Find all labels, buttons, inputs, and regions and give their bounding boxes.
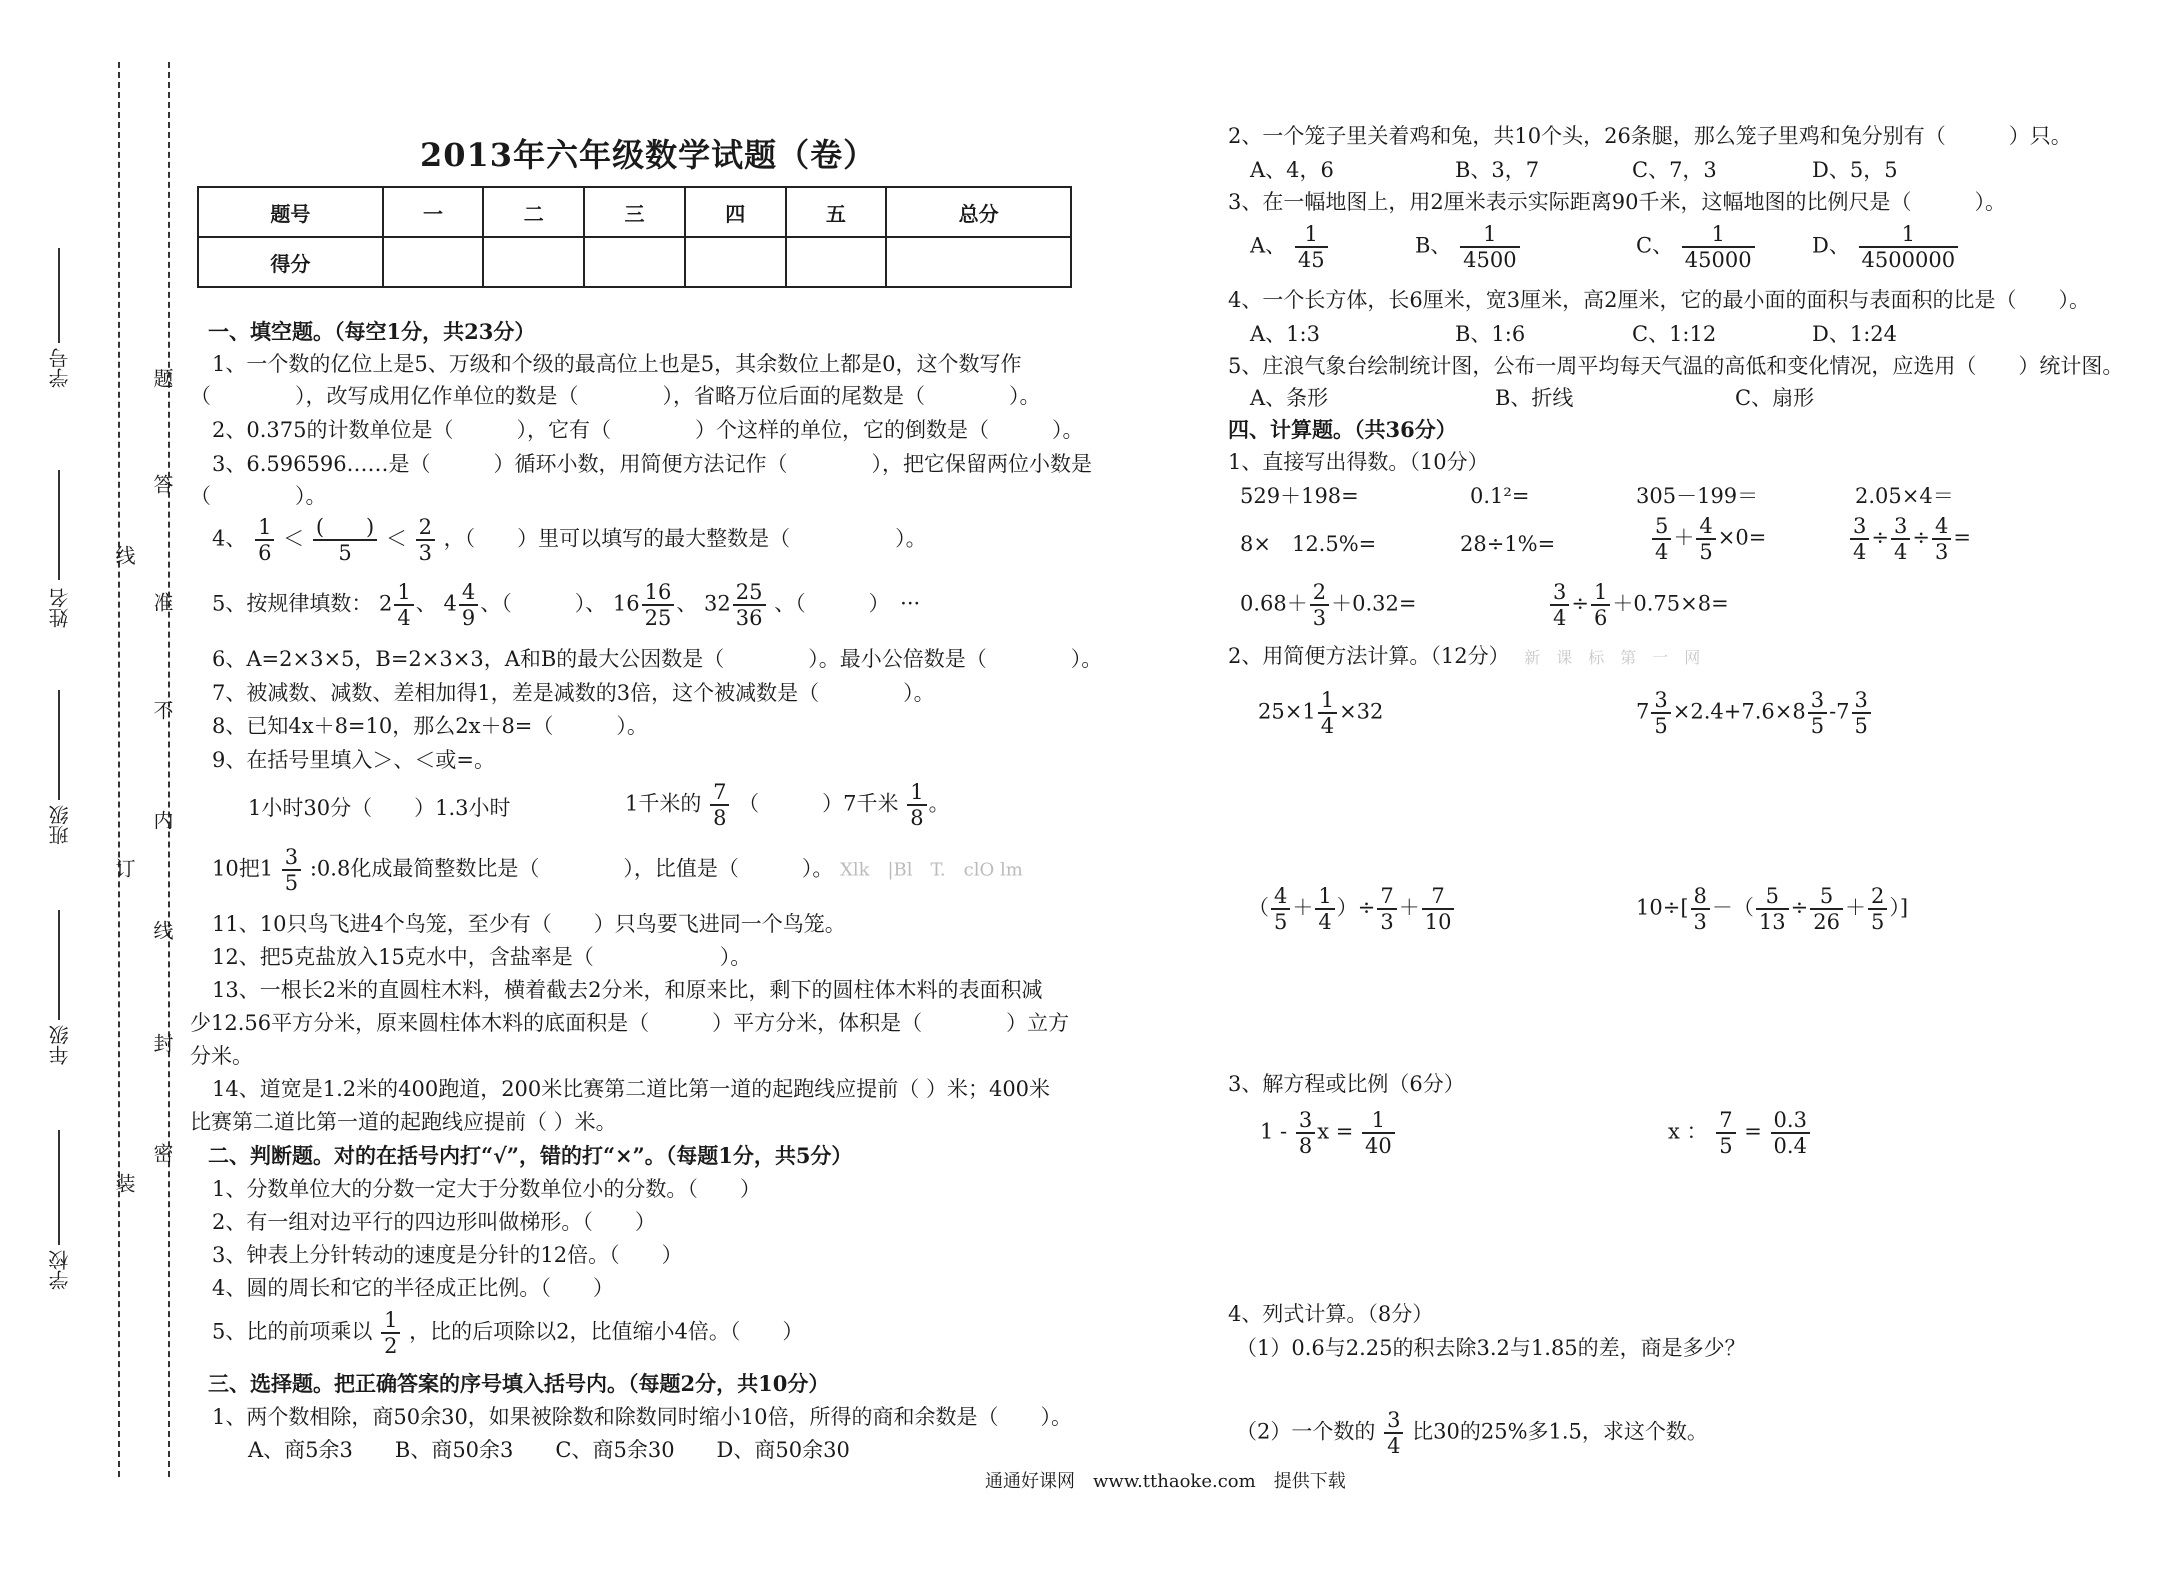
choice-2-option-a: A、4，6 (1250, 158, 1334, 182)
margin-char-mi: 密 (150, 1143, 174, 1163)
choice-3-b-label: B、 (1415, 233, 1452, 258)
section-4-heading: 四、计算题。（共36分） (1228, 417, 1457, 442)
frac-num: 1 (1859, 222, 1959, 248)
binding-dashed-line-inner (168, 62, 170, 1477)
binding-dashed-line-outer (118, 62, 120, 1477)
part-3-heading: 3、解方程或比例（6分） (1228, 1072, 1465, 1096)
footer-credit: 通通好课网 www.tthaoke.com 提供下载 (985, 1471, 1346, 1492)
calc-0.68-plus: 0.68＋ $\frac{2}{3}$ ＋0.32= (1240, 580, 1417, 630)
choice-4-option-b: B、1:6 (1455, 322, 1526, 346)
equation-1: 1 - $\frac{3}{8}$ x = $\frac{1}{40}$ (1260, 1108, 1397, 1158)
exam-title: 2013年六年级数学试题（卷） (420, 136, 877, 174)
choice-4-option-a: A、1:3 (1250, 322, 1320, 346)
word-problem-2 (1236, 1408, 1708, 1458)
fraction-25-36: $\frac{25}{36}$ (733, 580, 766, 630)
fraction-3-4: $\frac{3}{4}$ (1550, 580, 1569, 630)
calc-3-4-div-1-6: $\frac{3}{4}$ ÷ $\frac{1}{6}$ ＋0.75×8= (1548, 580, 1729, 630)
choice-5-option-c: C、扇形 (1735, 386, 1815, 410)
simplify-1: 25×1 $\frac{1}{4}$ ×32 (1258, 688, 1384, 738)
fraction-1-6: $\frac{1}{6}$ (255, 515, 274, 565)
q4-suffix: ，（ ）里可以填写的最大整数是（ ）。 (443, 526, 927, 551)
fraction-1-8: $\frac{1}{8}$ (907, 780, 926, 830)
fraction-5-26: $\frac{5}{26}$ (1810, 884, 1843, 934)
q10-watermark: Xlk |Bl T. clO lm (840, 859, 1023, 881)
fraction-8-3: $\frac{8}{3}$ (1691, 884, 1710, 934)
fraction-1-4: $\frac{1}{4}$ (394, 580, 413, 630)
choice-3-c-label: C、 (1636, 233, 1674, 258)
fraction-7-10: $\frac{7}{10}$ (1422, 884, 1455, 934)
less-than: ＜ (283, 526, 305, 551)
score-table (197, 186, 1072, 288)
q9b-middle: （ ）7千米 (738, 791, 899, 816)
choice-5: 5、庄浪气象台绘制统计图，公布一周平均每天气温的高低和变化情况，应选用（ ）统计图。 (1228, 354, 2124, 378)
q14-line-b: 比赛第二道比第一道的起跑线应提前（ ）米。 (190, 1110, 617, 1134)
word-problem-2-prefix: （2）一个数的 (1236, 1419, 1376, 1444)
score-cell-5: 五 (786, 187, 887, 237)
score-row-label: 得分 (198, 237, 383, 287)
fraction-1-4: $\frac{1}{4}$ (1315, 884, 1334, 934)
score-cell-4: 四 (685, 187, 786, 237)
student-id-label: 学号 (48, 348, 72, 388)
q6: 6、A=2×3×5，B=2×3×3，A和B的最大公因数是（ ）。最小公倍数是（ ）。 (212, 647, 1103, 671)
margin-inner-zhuang: 装 (112, 1173, 136, 1193)
fraction-0.3-0.4: $\frac{0.3}{0.4}$ (1771, 1108, 1810, 1158)
choice-5-option-a: A、条形 (1250, 386, 1329, 410)
choice-4-option-c: C、1:12 (1632, 322, 1717, 346)
q13-line-c: 分米。 (190, 1044, 253, 1068)
part-2-title: 2、用简便方法计算。（12分） (1228, 644, 1510, 668)
calc-529-198: 529＋198= (1240, 484, 1359, 508)
fraction-1-2: $\frac{1}{2}$ (381, 1308, 400, 1358)
calc-305-199: 305－199＝ (1636, 484, 1759, 508)
score-input-1[interactable] (383, 237, 484, 287)
fraction-3-5: $\frac{3}{5}$ (1808, 688, 1827, 738)
q9-part-b: 1千米的 $\frac{7}{8}$ （ ）7千米 $\frac{1}{8}$ 。 (625, 780, 950, 830)
score-cell-1: 一 (383, 187, 484, 237)
name-blank (58, 470, 60, 580)
fraction-7-8: $\frac{7}{8}$ (710, 780, 729, 830)
fraction-1-4500 (1460, 222, 1519, 272)
margin-char-xian: 线 (150, 920, 174, 940)
score-input-total[interactable] (886, 237, 1071, 287)
less-than: ＜ (385, 526, 407, 551)
calc-28-div-1pct: 28÷1%= (1460, 532, 1556, 556)
judge-4: 4、圆的周长和它的半径成正比例。（ ） (212, 1276, 614, 1300)
fraction-blank-5[interactable]: $\frac{( )}{5}$ (313, 515, 377, 565)
q10-suffix: :0.8化成最简整数比是（ ），比值是（ ）。 (309, 856, 834, 881)
grade-label: 年级 (48, 1025, 72, 1065)
q14-line-a: 14、道宽是1.2米的400跑道，200米比赛第二道比第一道的起跑线应提前（ ）米；400米 (212, 1077, 1051, 1101)
fraction-3-4: $\frac{3}{4}$ (1384, 1408, 1403, 1458)
fraction-3-5: $\frac{3}{5}$ (282, 845, 301, 895)
fraction-1-45 (1295, 222, 1328, 272)
q10-prefix: 10把1 (212, 856, 274, 881)
calc-0.1-squared: 0.1²= (1470, 484, 1530, 508)
fraction-1-45000 (1682, 222, 1755, 272)
choice-3-option-a (1250, 222, 1330, 272)
fraction-5-13: $\frac{5}{13}$ (1756, 884, 1789, 934)
frac-num: 1 (1460, 222, 1519, 248)
judge-5-prefix: 5、比的前项乘以 (212, 1319, 373, 1344)
margin-char-feng: 封 (150, 1033, 174, 1053)
fraction-3-5: $\frac{3}{5}$ (1852, 688, 1871, 738)
section-3-heading: 三、选择题。把正确答案的序号填入括号内。（每题2分，共10分） (208, 1371, 830, 1396)
judge-1: 1、分数单位大的分数一定大于分数单位小的分数。（ ） (212, 1177, 761, 1201)
q13-line-a: 13、一根长2米的直圆柱木料，横着截去2分米，和原来比，剩下的圆柱体木料的表面积减 (212, 978, 1043, 1002)
choice-3-a-label: A、 (1250, 233, 1287, 258)
school-label: 学校 (48, 1250, 72, 1290)
fraction-2-3: $\frac{2}{3}$ (416, 515, 435, 565)
calc-8x12.5: 8× 12.5%= (1240, 532, 1377, 556)
fraction-3-4: $\frac{3}{4}$ (1891, 514, 1910, 564)
choice-3-option-d (1812, 222, 1960, 272)
fraction-5-4: $\frac{5}{4}$ (1652, 514, 1671, 564)
margin-char-da: 答 (150, 474, 174, 494)
q5-prefix: 5、按规律填数： (212, 591, 373, 616)
frac-den: 4500 (1463, 248, 1517, 272)
word-problem-1: （1）0.6与2.25的积去除3.2与1.85的差，商是多少？ (1236, 1336, 1746, 1360)
score-cell-label: 题号 (198, 187, 383, 237)
score-cell-2: 二 (483, 187, 584, 237)
fraction-2-5: $\frac{2}{5}$ (1868, 884, 1887, 934)
q12: 12、把5克盐放入15克水中，含盐率是（ ）。 (212, 945, 752, 969)
score-cell-total: 总分 (886, 187, 1071, 237)
q5-suffix: 、（ ） ··· (774, 591, 921, 616)
fraction-3-8: $\frac{3}{8}$ (1296, 1108, 1315, 1158)
q2: 2、0.375的计数单位是（ ），它有（ ）个这样的单位，它的倒数是（ ）。 (212, 418, 1084, 442)
score-table-score-row (198, 237, 1071, 287)
frac-den: 45000 (1684, 248, 1752, 272)
fraction-1-4500000 (1859, 222, 1959, 272)
judge-5-suffix: ，比的后项除以2，比值缩小4倍。（ ） (409, 1319, 804, 1344)
q11: 11、10只鸟飞进4个鸟笼，至少有（ ）只鸟要飞进同一个鸟笼。 (212, 912, 846, 936)
part-2-heading (1228, 642, 1700, 672)
margin-char-zhun: 准 (150, 592, 174, 612)
choice-2: 2、一个笼子里关着鸡和兔，共10个头，26条腿，那么笼子里鸡和兔分别有（ ）只。 (1228, 124, 2072, 148)
section-1-heading: 一、填空题。（每空1分，共23分） (208, 319, 536, 344)
fraction-4-9: $\frac{4}{9}$ (459, 580, 478, 630)
fraction-1-4: $\frac{1}{4}$ (1318, 688, 1337, 738)
q4 (212, 515, 927, 565)
fraction-1-6: $\frac{1}{6}$ (1591, 580, 1610, 630)
q4-prefix: 4、 (212, 526, 247, 551)
part-4-heading: 4、列式计算。（8分） (1228, 1302, 1434, 1326)
margin-inner-ding: 订 (112, 858, 136, 878)
choice-3-option-c (1636, 222, 1757, 272)
fraction-2-3: $\frac{2}{3}$ (1310, 580, 1329, 630)
class-blank (58, 690, 60, 800)
fraction-4-5: $\frac{4}{5}$ (1696, 514, 1715, 564)
score-input-4[interactable] (685, 237, 786, 287)
word-problem-2-suffix: 比30的25%多1.5，求这个数。 (1412, 1419, 1708, 1444)
fraction-16-25: $\frac{16}{25}$ (642, 580, 675, 630)
part-1-heading: 1、直接写出得数。（10分） (1228, 450, 1489, 474)
score-input-2[interactable] (483, 237, 584, 287)
fraction-3-5: $\frac{3}{5}$ (1651, 688, 1670, 738)
fraction-4-5: $\frac{4}{5}$ (1271, 884, 1290, 934)
margin-char-nei: 内 (150, 810, 174, 830)
simplify-2: 7 $\frac{3}{5}$ ×2.4+7.6×8 $\frac{3}{5}$ -7 $\frac{3}{5}$ (1636, 688, 1873, 738)
q3-line-b: （ ）。 (190, 484, 327, 508)
choice-4-option-d: D、1:24 (1812, 322, 1897, 346)
score-cell-3: 三 (584, 187, 685, 237)
name-label: 姓名 (48, 588, 72, 628)
student-id-blank (58, 248, 60, 343)
grade-blank (58, 910, 60, 1020)
score-input-3[interactable] (584, 237, 685, 287)
margin-inner-xian: 线 (112, 545, 136, 565)
margin-char-bu: 不 (150, 700, 174, 720)
frac-den: 4500000 (1861, 248, 1956, 272)
q9: 9、在括号里填入＞、＜或=。 (212, 748, 495, 772)
judge-2: 2、有一组对边平行的四边形叫做梯形。（ ） (212, 1210, 656, 1234)
margin-char-ti: 题 (150, 368, 174, 388)
q5: 5、按规律填数： 2 $\frac{1}{4}$ 、 4 $\frac{4}{9}$ 、（ ）、 16 $\frac{16}{25}$ 、 32 $\frac{25}{36}$ 、（ ） ··· (212, 580, 921, 630)
q9b-prefix: 1千米的 (625, 791, 702, 816)
fraction-1-40: $\frac{1}{40}$ (1362, 1108, 1395, 1158)
choice-2-option-d: D、5，5 (1812, 158, 1898, 182)
q13-line-b: 少12.56平方分米，原来圆柱体木料的底面积是（ ）平方分米，体积是（ ）立方 (190, 1011, 1070, 1035)
choice-3-option-b (1415, 222, 1522, 272)
choice-5-option-b: B、折线 (1495, 386, 1574, 410)
frac-den: 45 (1297, 248, 1325, 272)
equation-2: x ： $\frac{7}{5}$ = $\frac{0.3}{0.4}$ (1668, 1108, 1812, 1158)
q3-line-a: 3、6.596596……是（ ）循环小数，用简便方法记作（ ），把它保留两位小数是 (212, 452, 1093, 476)
q7: 7、被减数、减数、差相加得1，差是减数的3倍，这个被减数是（ ）。 (212, 681, 935, 705)
score-table-header-row (198, 187, 1071, 237)
choice-2-option-b: B、3，7 (1455, 158, 1540, 182)
school-blank (58, 1130, 60, 1245)
frac-num: 1 (1295, 222, 1328, 248)
judge-3: 3、钟表上分针转动的速度是分针的12倍。（ ） (212, 1243, 683, 1267)
frac-num: 1 (1682, 222, 1755, 248)
choice-4: 4、一个长方体，长6厘米，宽3厘米，高2厘米，它的最小面的面积与表面积的比是（ ）。 (1228, 288, 2090, 312)
fraction-7-5: $\frac{7}{5}$ (1716, 1108, 1735, 1158)
q10 (212, 845, 1023, 895)
q8: 8、已知4x＋8=10，那么2x＋8=（ ）。 (212, 714, 648, 738)
q1-line-a: 1、一个数的亿位上是5、万级和个级的最高位上也是5，其余数位上都是0，这个数写作 (212, 352, 1022, 376)
calc-5-4-plus-4-5: $\frac{5}{4}$ ＋ $\frac{4}{5}$ ×0= (1650, 514, 1766, 564)
calc-2.05x4: 2.05×4＝ (1855, 484, 1954, 508)
choice-2-option-c: C、7，3 (1632, 158, 1717, 182)
simplify-4: 10÷[ $\frac{8}{3}$ －（ $\frac{5}{13}$ ÷ $\frac{5}{26}$ ＋ $\frac{2}{5}$ ）] (1636, 884, 1909, 934)
choice-3-d-label: D、 (1812, 233, 1850, 258)
fraction-4-3: $\frac{4}{3}$ (1932, 514, 1951, 564)
choice-3: 3、在一幅地图上，用2厘米表示实际距离90千米，这幅地图的比例尺是（ ）。 (1228, 190, 2006, 214)
section-2-heading: 二、判断题。对的在括号内打“√”，错的打“×”。（每题1分，共5分） (208, 1143, 853, 1168)
calc-3-4-ops: $\frac{3}{4}$ ÷ $\frac{3}{4}$ ÷ $\frac{4}{3}$ = (1848, 514, 1971, 564)
score-input-5[interactable] (786, 237, 887, 287)
choice-1: 1、两个数相除，商50余30，如果被除数和除数同时缩小10倍，所得的商和余数是（ ）。 (212, 1405, 1073, 1429)
class-label: 班级 (48, 805, 72, 845)
simplify-3: （ $\frac{4}{5}$ ＋ $\frac{1}{4}$ ）÷ $\frac{7}{3}$ ＋ $\frac{7}{10}$ (1248, 884, 1456, 934)
q1-line-b: （ ），改写成用亿作单位的数是（ ），省略万位后面的尾数是（ ）。 (190, 384, 1041, 408)
q9-part-a: 1小时30分（ ）1.3小时 (248, 796, 511, 820)
choice-1-options: A、商5余3 B、商50余3 C、商5余30 D、商50余30 (248, 1438, 850, 1462)
part-2-watermark: 新 课 标 第 一 网 (1524, 648, 1701, 667)
judge-5 (212, 1308, 803, 1358)
fraction-3-4: $\frac{3}{4}$ (1850, 514, 1869, 564)
fraction-7-3: $\frac{7}{3}$ (1377, 884, 1396, 934)
